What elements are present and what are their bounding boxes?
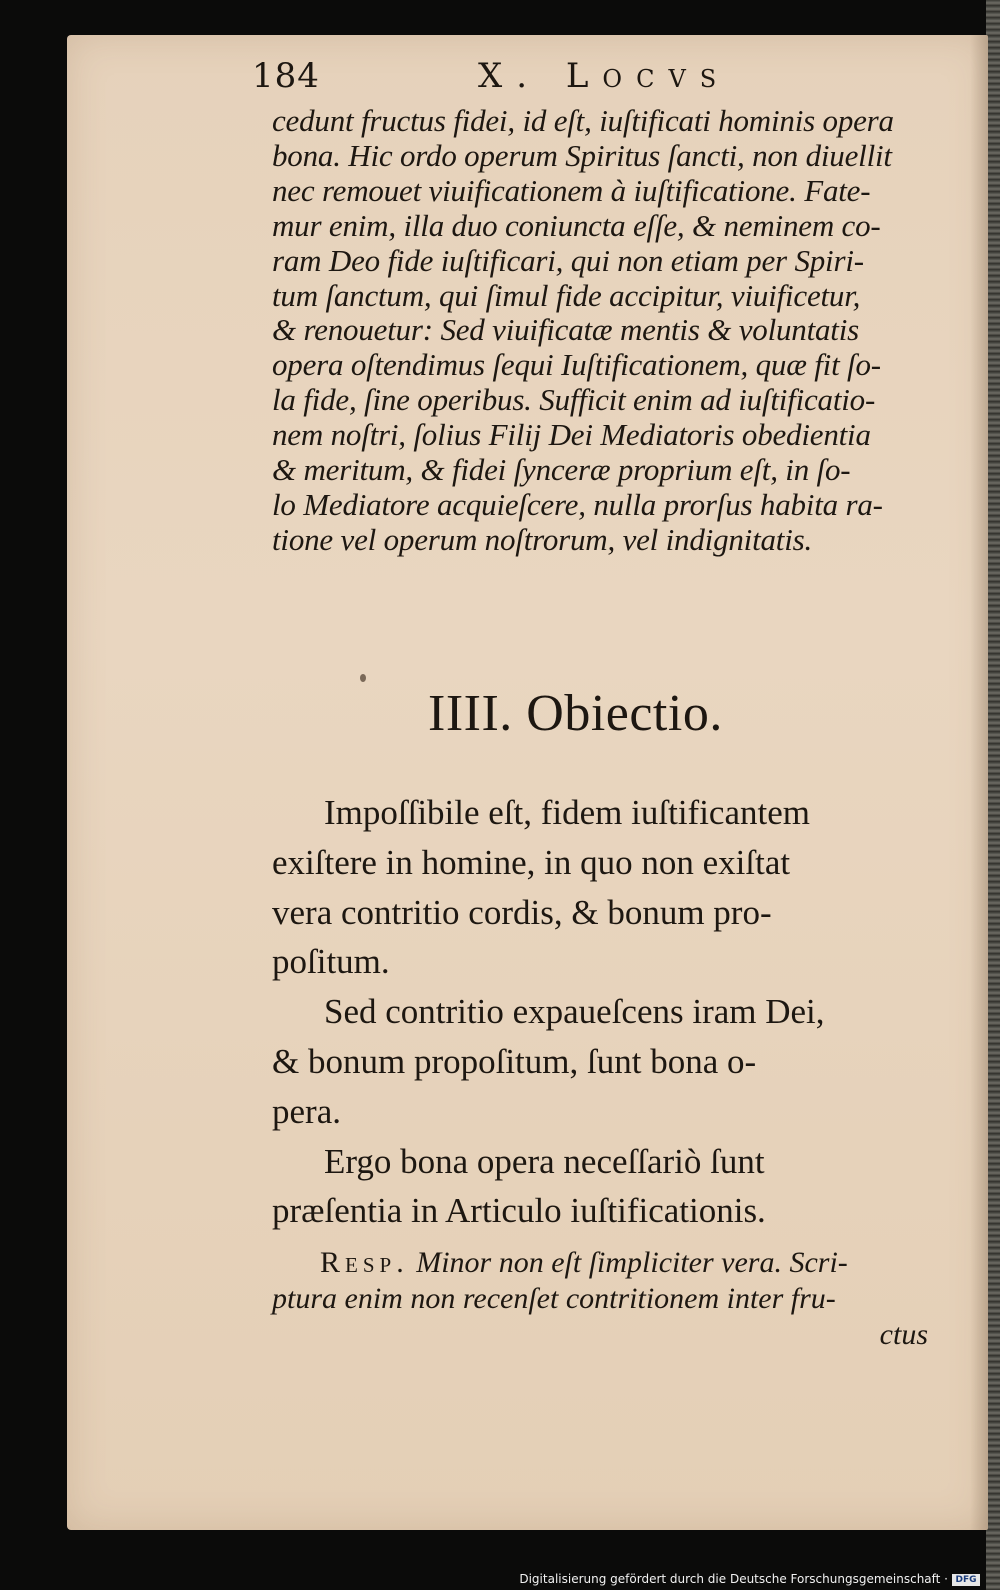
text-line — [272, 1245, 962, 1281]
text-line: exiſtere in homine, in quo non exiſtat — [272, 842, 791, 882]
running-head — [252, 56, 812, 96]
text-line: bona. Hic ordo operum Spiritus ſancti, non diuellit — [272, 137, 892, 173]
text-line: cedunt fructus fidei, id eſt, iuſtificati hominis opera — [272, 103, 894, 138]
text-line: nec remouet viuificationem à iuſtificatione. Fate- — [272, 172, 871, 208]
text-line: & meritum, & fidei ſynceræ proprium eſt, in ſo- — [272, 452, 851, 488]
text-line: tum ſanctum, qui ſimul fide accipitur, viuificetur, — [272, 277, 861, 313]
running-title: X. Locvs — [478, 56, 731, 96]
book-edge — [986, 0, 1000, 1590]
digitization-credit: Digitalisierung gefördert durch die Deutsche Forschungsgemeinschaft · — [519, 1572, 948, 1586]
ink-spot — [360, 674, 366, 682]
text-line: mur enim, illa duo coniuncta eſſe, & neminem co- — [272, 207, 881, 243]
response-text: Minor non eſt ſimpliciter vera. Scri- — [416, 1246, 848, 1279]
text-line: Sed contritio expaueſcens iram Dei, — [324, 992, 825, 1032]
text-line: præſentia in Articulo iuſtificationis. — [272, 1191, 766, 1231]
text-line: pera. — [272, 1091, 341, 1131]
section-heading: IIII. Obiectio. — [428, 685, 723, 742]
italic-paragraph — [272, 104, 962, 558]
text-line: Impoſſibile eſt, fidem iuſtificantem — [324, 793, 810, 832]
text-line: nem noſtri, ſolius Filij Dei Mediatoris obedientia — [272, 417, 871, 453]
text-line: opera oſtendimus ſequi Iuſtificationem, quæ fit ſo- — [272, 347, 881, 383]
catchword: ctus — [879, 1318, 928, 1351]
text-line: ram Deo fide iuſtificari, qui non etiam per Spiri- — [272, 242, 864, 278]
objection-paragraph — [272, 788, 962, 1236]
text-line: vera contritio cordis, & bonum pro- — [272, 892, 772, 932]
text-line: & bonum propoſitum, ſunt bona o- — [272, 1041, 757, 1081]
text-line: poſitum. — [272, 942, 390, 982]
page-number: 184 — [252, 56, 320, 96]
text-line: la fide, ſine operibus. Sufficit enim ad iuſtificatio- — [272, 382, 876, 418]
text-line: Ergo bona opera neceſſariò ſunt — [324, 1141, 765, 1181]
text-line: tione vel operum noſtrorum, vel indignitatis. — [272, 521, 813, 557]
text-line: & renouetur: Sed viuificatæ mentis & voluntatis — [272, 312, 859, 348]
text-line: ptura enim non recenſet contritionem inter fru- — [272, 1282, 836, 1315]
response-label: Resp. — [320, 1246, 409, 1279]
response-paragraph — [272, 1245, 962, 1353]
text-line: lo Mediatore acquieſcere, nulla prorſus habita ra- — [272, 486, 883, 522]
dfg-logo: DFG — [952, 1574, 980, 1586]
